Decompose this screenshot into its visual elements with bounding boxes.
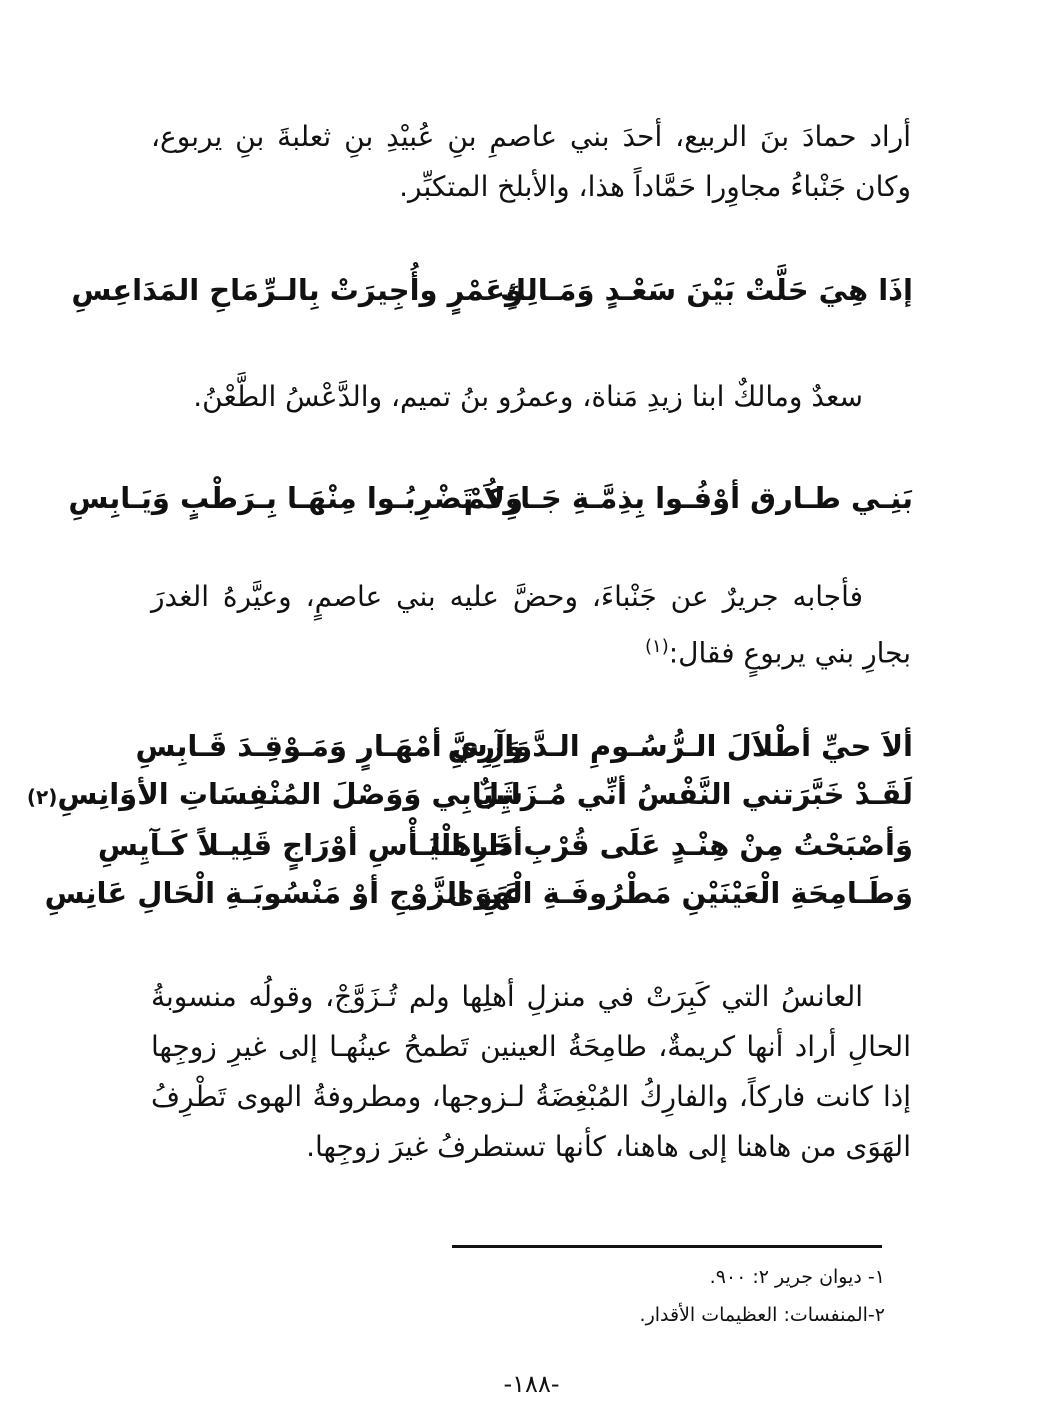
paragraph-1 bbox=[151, 112, 911, 212]
verse-1 bbox=[71, 266, 913, 314]
verse-second-hemistich: أخَـا الْيَـأْسِ أوْرَاجٍ قَلِيـلاً كَـآيِسِ bbox=[97, 828, 523, 862]
verse-first-hemistich: وَأصْبَحْتُ مِنْ هِنْـدٍ عَلَى قُرْبِ دَارِهَـا bbox=[430, 828, 913, 862]
paragraph-text: العانسُ التي كَبِرَتْ في منزلِ أهلِها ولم تُـزَوَّجْ، وقولُه منسوبةُ الحالِ أراد أنها كريمةٌ، طامِحَةُ العينين تَطمحُ عينُهـا إلى غيرِ زوجِها إذا كانت فاركاً، والفارِكُ المُبْغِضَةُ لـزوجها، ومطروفةُ الهوى تَطْرِفُ الهَوَى من هاهنا إلى هاهنا، كأنها تستطرفُ غيرَ زوجِها. bbox=[151, 980, 911, 1163]
footnotes bbox=[455, 1258, 885, 1334]
verse-first-hemistich: وَطَـامِحَةِ الْعَيْنَيْنِ مَطْرُوفَـةِ الْهَوَى bbox=[447, 876, 913, 910]
verse-second-hemistich: وَعَمْرٍ وأُجِيرَتْ بِالـرِّمَاحِ المَدَاعِسِ bbox=[71, 273, 523, 307]
footnote-divider bbox=[452, 1245, 882, 1248]
paragraph-body: فأجابه جريرٌ عن جَنْباءَ، وحضَّ عليه بني عاصمٍ، وعيَّرهُ الغدرَ بجارِ بني يربوعٍ فقال: bbox=[151, 580, 911, 670]
page-number: -١٨٨- bbox=[503, 1370, 560, 1398]
verse-line bbox=[68, 474, 913, 522]
verse-2 bbox=[68, 474, 913, 522]
verse-second-hemistich: وَآرِيَّ أمْهَـارٍ وَمَـوْقِـدَ قَـابِسِ bbox=[135, 729, 523, 763]
verse-first-hemistich: إذَا هِيَ حَلَّتْ بَيْنَ سَعْـدٍ وَمَـالِكٍ bbox=[499, 273, 913, 307]
paragraph-3 bbox=[151, 572, 911, 678]
verse-first-hemistich: لَقَـدْ خَبَّرَتني النَّفْسُ أنِّي مُـزَايِلٌ bbox=[474, 777, 913, 811]
footnote-1: ١- ديوان جرير ٢: ٩٠٠. bbox=[709, 1266, 885, 1288]
paragraph-2 bbox=[151, 372, 911, 422]
footnote-reference: (١) bbox=[645, 636, 669, 657]
poem-line-3 bbox=[97, 821, 913, 869]
verse-second-hemistich: عَنِ الزَّوْجِ أوْ مَنْسُوبَـةِ الْحَالِ عَانِسِ bbox=[44, 876, 523, 910]
verse-first-hemistich: ألاَ حيِّ أطْلاَلَ الـرُّسُـومِ الـدَّوَارِسِ bbox=[447, 729, 913, 763]
verse-second-hemistich bbox=[26, 770, 523, 821]
poem bbox=[26, 722, 913, 917]
footnote-reference: (٢) bbox=[26, 785, 58, 809]
poem-line-1 bbox=[135, 722, 913, 770]
verse-line bbox=[71, 266, 913, 314]
poem-line-2 bbox=[26, 770, 913, 821]
verse-second-hemistich: وَلاَ تَضْرِبُـوا مِنْهَـا بِـرَطْبٍ وَيَـابِسِ bbox=[68, 481, 523, 515]
paragraph-text: أراد حمادَ بنَ الربيع، أحدَ بني عاصمِ بنِ عُبيْدِ بنِ ثعلبةَ بنِ يربوع، وكان جَنْباءُ مجاوِرا حَمَّاداً هذا، والأبلخ المتكبِّر. bbox=[151, 120, 911, 203]
footnote-2: ٢-المنفسات: العظيمات الأقدار. bbox=[639, 1304, 885, 1326]
paragraph-4 bbox=[151, 972, 911, 1172]
paragraph-text: سعدٌ ومالكٌ ابنا زيدِ مَناة، وعمرُو بنُ تميم، والدَّعْسُ الطَّعْنُ. bbox=[193, 380, 863, 413]
hemistich-text: شَبَابِي وَوَصْلَ المُنْفِسَاتِ الأوَانِسِ bbox=[57, 777, 523, 811]
paragraph-text bbox=[151, 572, 911, 678]
verse-first-hemistich: بَنِـي طـارق أوْفُـوا بِذِمَّـةِ جَـارِكُمْ bbox=[463, 481, 913, 515]
poem-line-4 bbox=[44, 869, 913, 917]
